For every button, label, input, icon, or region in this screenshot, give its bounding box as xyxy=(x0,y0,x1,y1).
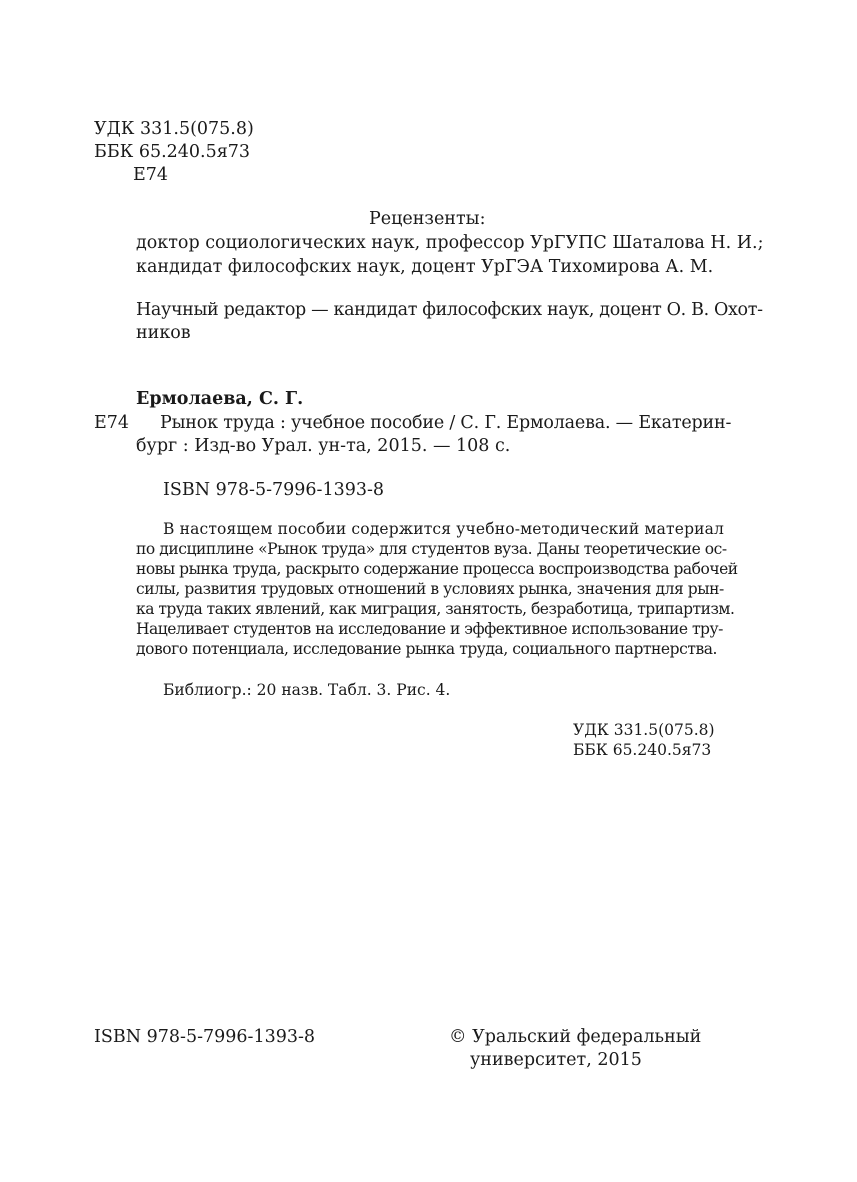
bbk-code-bottom: ББК 65.240.5я73 xyxy=(573,741,712,759)
udk-code-bottom: УДК 331.5(075.8) xyxy=(573,721,715,739)
abstract-line: по дисциплине «Рынок труда» для студентов вуза. Даны теоретические ос- xyxy=(136,540,727,558)
abstract-line: В настоящем пособии содержится учебно-методический материал xyxy=(163,520,725,538)
copyright-line: университет, 2015 xyxy=(470,1050,642,1070)
scientific-editor-line: ников xyxy=(136,323,191,343)
reviewer-line: кандидат философских наук, доцент УрГЭА Тихомирова А. М. xyxy=(136,257,714,277)
abstract-line: дового потенциала, исследование рынка труда, социального партнерства. xyxy=(136,640,718,658)
scientific-editor-line: Научный редактор — кандидат философских наук, доцент О. В. Охот- xyxy=(136,300,763,320)
udk-code: УДК 331.5(075.8) xyxy=(94,119,254,139)
footer-isbn: ISBN 978-5-7996-1393-8 xyxy=(94,1027,316,1047)
bbk-code: ББК 65.240.5я73 xyxy=(94,142,251,162)
author-heading: Ермолаева, С. Г. xyxy=(136,389,304,409)
abstract-line: Нацеливает студентов на исследование и эффективное использование тру- xyxy=(136,620,723,638)
record-isbn: ISBN 978-5-7996-1393-8 xyxy=(163,480,385,500)
copyright-line: © Уральский федеральный xyxy=(449,1027,702,1047)
abstract-line: новы рынка труда, раскрыто содержание процесса воспроизводства рабочей xyxy=(136,560,738,578)
author-mark: Е74 xyxy=(133,165,169,185)
reviewer-line: доктор социологических наук, профессор УрГУПС Шаталова Н. И.; xyxy=(136,233,764,253)
reviewers-heading: Рецензенты: xyxy=(369,209,486,229)
abstract-line: ка труда таких явлений, как миграция, занятость, безработица, трипартизм. xyxy=(136,600,735,618)
abstract-line: силы, развития трудовых отношений в условиях рынка, значения для рын- xyxy=(136,580,724,598)
record-description-line: бург : Изд-во Урал. ун-та, 2015. — 108 с. xyxy=(136,436,511,456)
record-author-mark: Е74 xyxy=(94,413,130,433)
bibliography-note: Библиогр.: 20 назв. Табл. 3. Рис. 4. xyxy=(163,681,451,699)
record-description-line: Рынок труда : учебное пособие / С. Г. Ермолаева. — Екатерин- xyxy=(160,413,732,433)
